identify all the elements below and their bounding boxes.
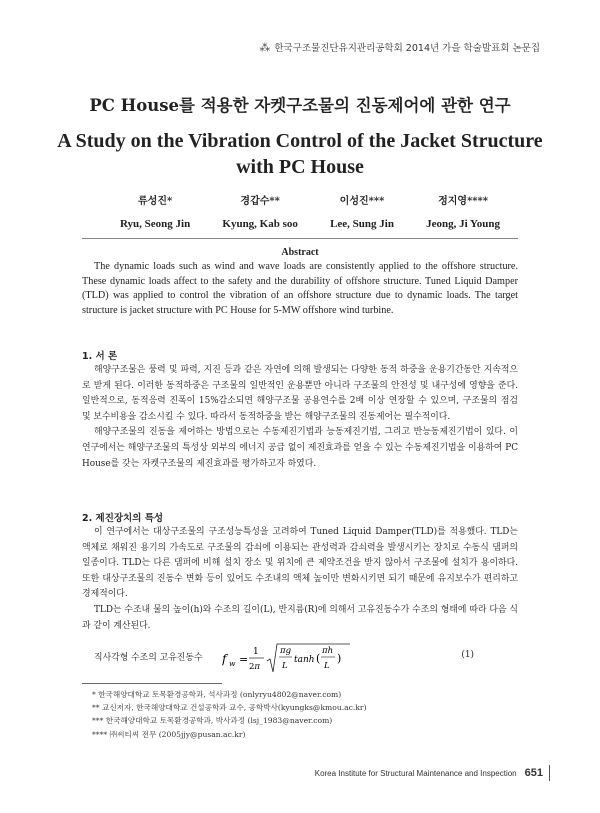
author-list [120, 192, 500, 230]
footer-divider [549, 765, 550, 781]
footnote: *** 한국해양대학교 토목환경공학과, 박사과정 (lsj_1983@naver.com) [92, 716, 333, 726]
title-korean: PC House를 적용한 자켓구조물의 진동제어에 관한 연구 [89, 96, 511, 115]
svg-text:2π: 2π [249, 662, 261, 672]
author-name-ko: 경갑수** [240, 196, 280, 207]
paragraph: 해양구조물은 풍력 및 파력, 지진 등과 같은 자연에 의해 발생되는 다양한 동적 하중을 운용기간동안 지속적으로 받게 된다. 이러한 동적하중은 구조물의 일반적인 운용뿐만 아니라 구조물의 안전성 및 내구성에 영향을 준다. 일반적으로, 동적응력 진폭이 15%감소되면 해양구조물 공용연수를 2배 이상 연장할 수 있으며, 구조물의 점검 및 보수비용을 감소시킬 수 있다. 따라서 동적하중을 받는 해양구조물의 진동제어는 필수적이다. [82, 365, 518, 422]
author-name-ko: 이성진*** [339, 196, 385, 207]
author-name-en: Jeong, Ji Young [426, 218, 500, 230]
natural-frequency-formula [222, 642, 352, 676]
author-name-en: Kyung, Kab soo [222, 218, 298, 230]
title-english-line2: with PC House [236, 156, 364, 178]
footnotes [92, 688, 512, 741]
running-header [259, 40, 540, 54]
page-number: 651 [524, 767, 543, 779]
section-2-body [82, 525, 518, 634]
author-4 [426, 192, 500, 230]
section-1-body [82, 363, 518, 472]
title-english-line1: A Study on the Vibration Control of the Jacket Structure [57, 130, 543, 152]
svg-text:tanh: tanh [294, 655, 315, 665]
author-3 [330, 192, 394, 230]
author-name-en: Lee, Sung Jin [330, 218, 394, 230]
svg-text:L: L [324, 661, 330, 671]
footnote: **** ㈜씨티씨 전무 (2005jjy@pusan.ac.kr) [92, 729, 246, 739]
author-1 [120, 192, 190, 230]
running-header-text: 한국구조물진단유지관리공학회 2014년 가을 학술발표회 논문집 [274, 43, 540, 54]
author-name-ko: 류성진* [138, 196, 173, 207]
svg-text:πg: πg [280, 646, 292, 656]
divider [82, 238, 518, 239]
paragraph: 이 연구에서는 대상구조물의 구조성능특성을 고려하여 Tuned Liquid Damper(TLD)를 적용했다. TLD는 액체로 채워진 용기의 가속도로 구조물의 감쇠에 이용되는 관성력과 감쇠력을 발생시키는 장치로 수동식 댐퍼의 일종이다. TLD는 다른 댐퍼에 비해 설치 장소 및 위치에 큰 제약조건을 받지 않아서 구조물에 설치가 용이하다. 또한 대상구조물의 진동수 변화 등이 있어도 수조내의 액체 높이만 변화시키면 되기 때문에 유지보수가 편리하고 경제적이다. [82, 527, 518, 600]
author-name-en: Ryu, Seong Jin [120, 218, 191, 230]
abstract-heading: Abstract [281, 247, 319, 258]
equation-1 [82, 642, 518, 676]
page-footer [315, 765, 550, 781]
paragraph: 해양구조물의 진동을 제어하는 방법으로는 수동제진기법과 능동제진기법, 그리고 반능동제진기법이 있다. 이 연구에서는 해양구조물의 특성상 외부의 에너지 공급 없이 제진효과를 얻을 수 있는 수동제진기법을 이용하여 PC House를 갖는 자켓구조물의 제진효과를 평가하고자 하였다. [82, 427, 518, 469]
paragraph: TLD는 수조내 물의 높이(h)와 수조의 길이(L), 반지름(R)에 의해서 고유진동수가 수조의 형태에 따라 다음 식과 같이 계산된다. [82, 604, 518, 631]
svg-text:=: = [239, 653, 249, 666]
section-2-heading: 2. 제진장치의 특성 [82, 513, 164, 524]
svg-text:L: L [282, 661, 288, 671]
abstract-body: The dynamic loads such as wind and wave loads are consistently applied to the offshore structure. These dynamic loads affect to the safety and the durability of offshore structure. Tuned Liquid Damper (TLD) was applied to control the vibration of an offshore structure due to dynamic loads. The target structure is jacket structure with PC House for 5-MW offshore wind turbine. [82, 261, 518, 316]
footer-text: Korea Institute for Structural Maintenance and Inspection [314, 768, 517, 778]
svg-text:1: 1 [253, 647, 259, 657]
footnote-divider [82, 683, 222, 684]
equation-lead-text: 직사각형 수조의 고유진동수 [94, 653, 203, 663]
title-english [40, 128, 560, 180]
svg-text:w: w [229, 659, 236, 668]
author-2 [222, 192, 298, 230]
svg-text:πh: πh [322, 646, 334, 656]
dot-cluster-icon: ⁂ [259, 40, 271, 54]
svg-text:(: ( [316, 652, 321, 665]
equation-number: (1) [461, 650, 474, 660]
section-1-heading: 1. 서 론 [82, 351, 118, 362]
footnote: ** 교신저자, 한국해양대학교 건설공학과 교수, 공학박사(kyungks@kmou.ac.kr) [92, 703, 367, 713]
svg-text:f: f [222, 652, 227, 666]
author-name-ko: 정지영**** [438, 196, 488, 207]
footnote: * 한국해양대학교 토목환경공학과, 석사과정 (onlyryu4802@naver.com) [92, 690, 342, 699]
svg-text:): ) [337, 652, 342, 665]
